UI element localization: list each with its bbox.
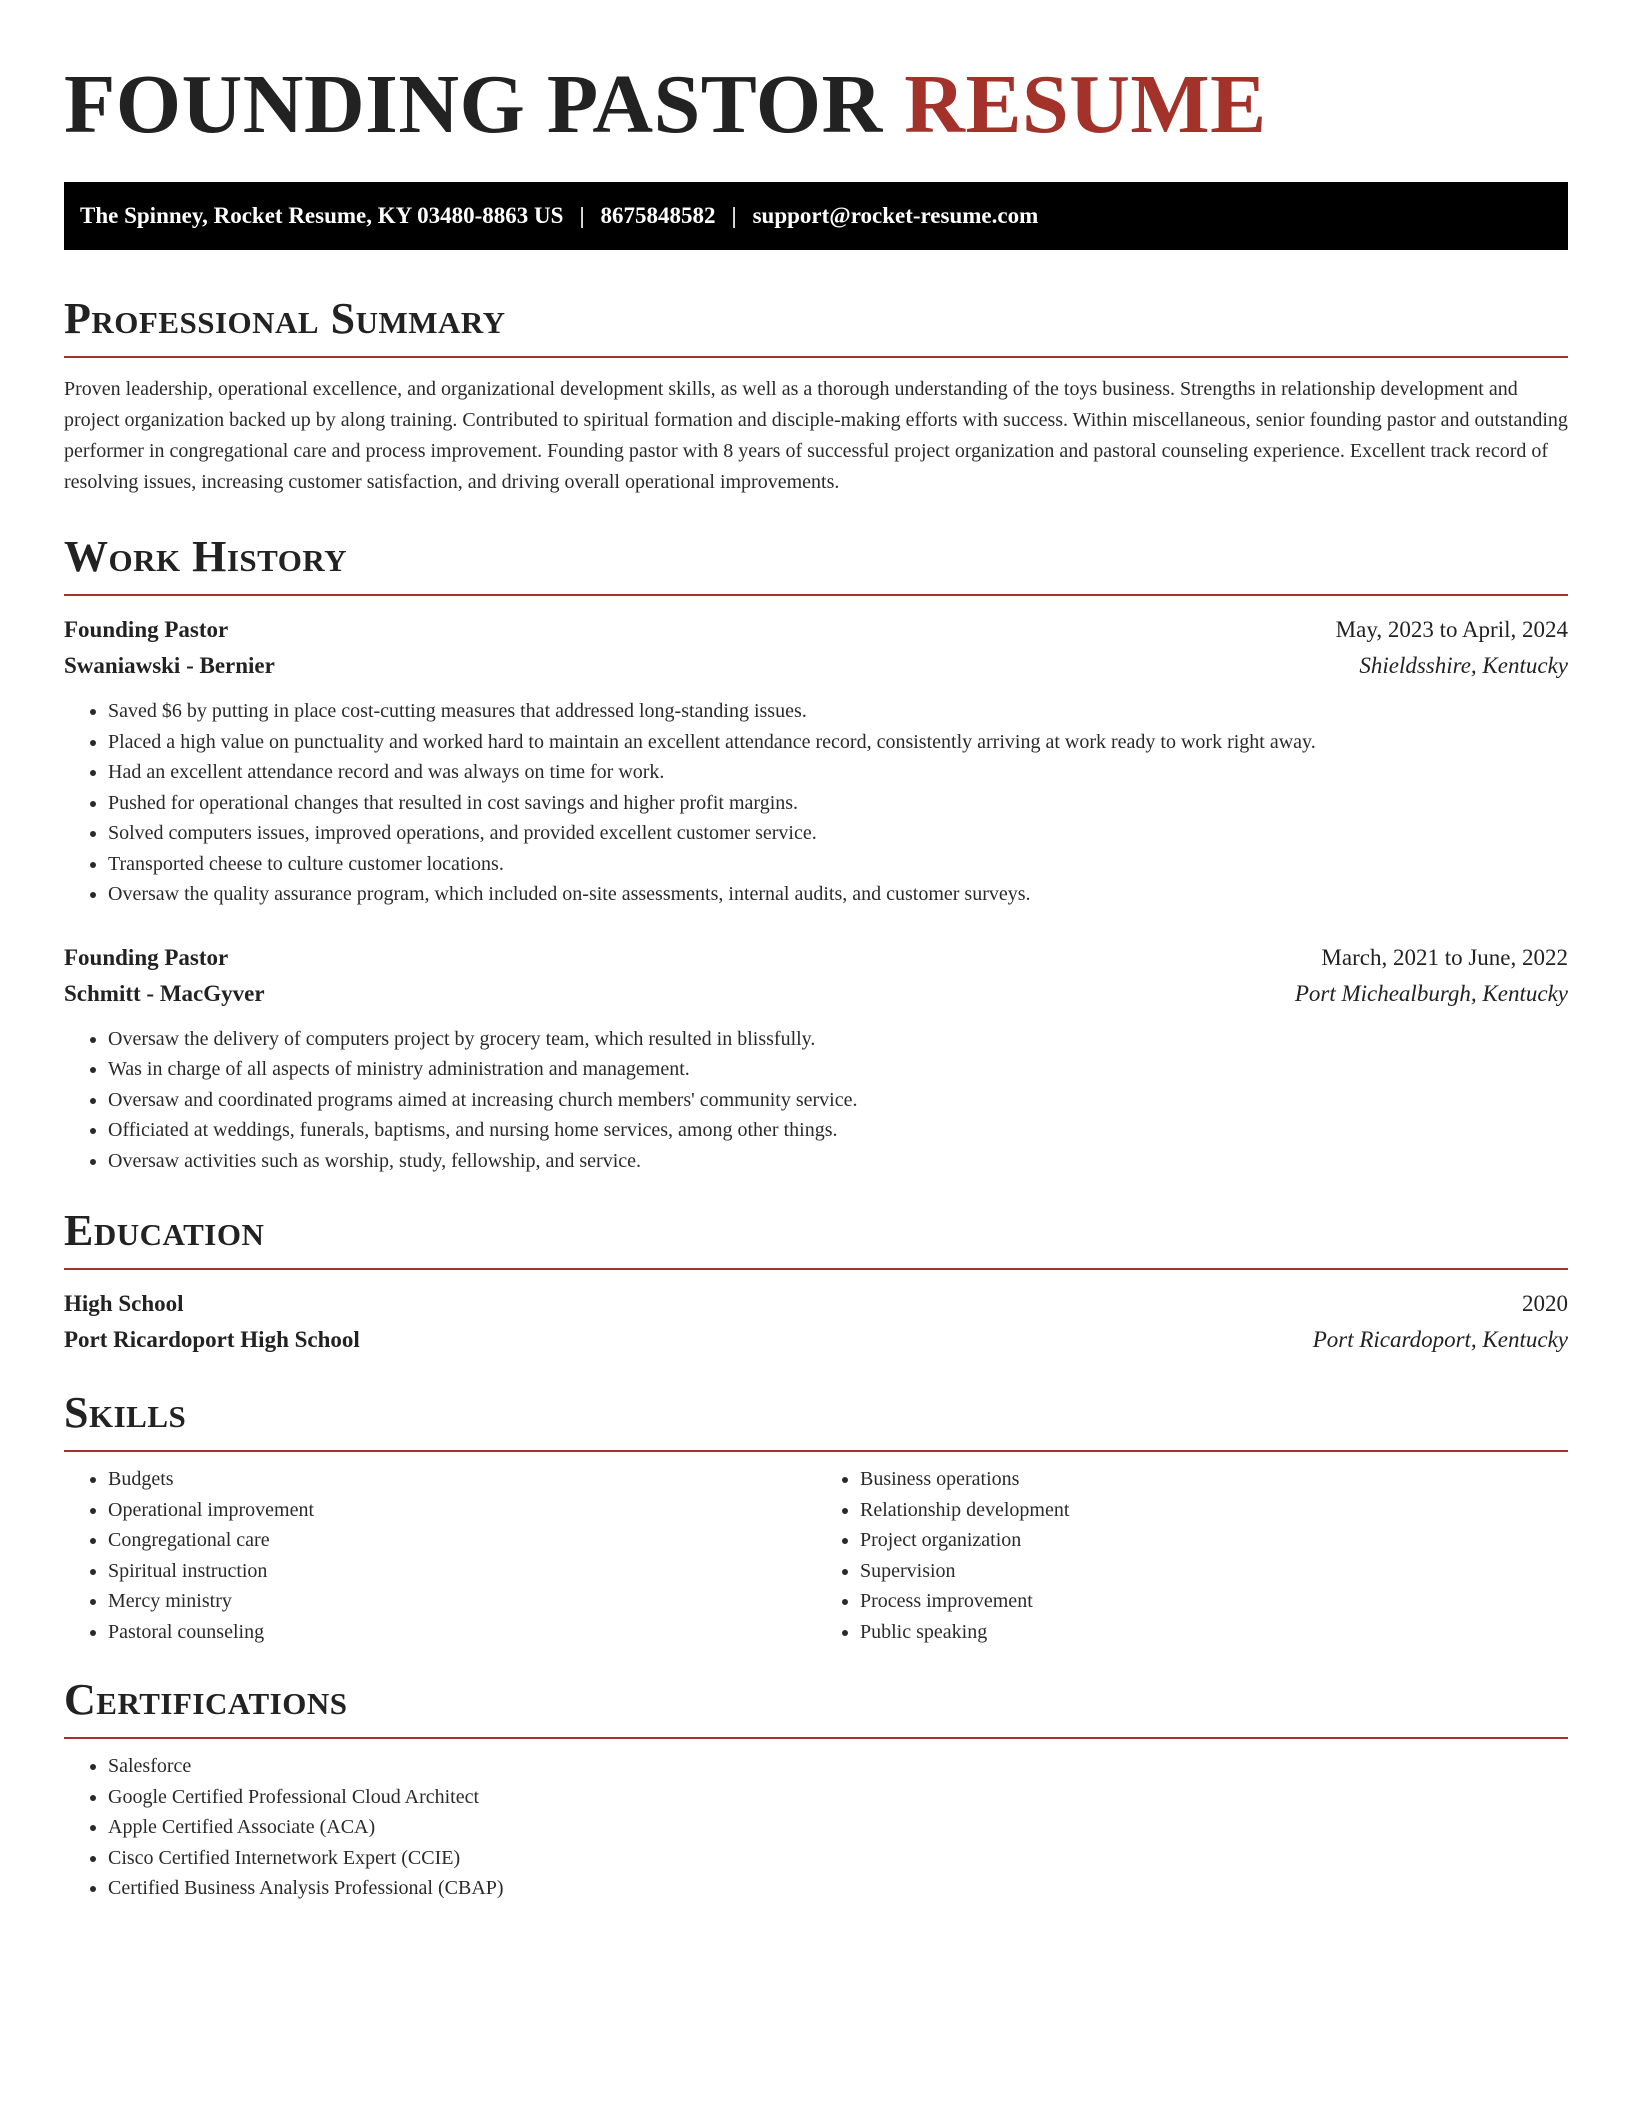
- title-main: FOUNDING PASTOR: [64, 58, 883, 151]
- job-bullet: • Officiated at weddings, funerals, baptisms, and nursing home services, among other things.: [108, 1115, 1568, 1146]
- resume-title: [64, 50, 1568, 160]
- job-bullet: • Was in charge of all aspects of ministry administration and management.: [108, 1054, 1568, 1085]
- section-heading-summary: Professional Summary: [64, 294, 1568, 358]
- section-heading-work: Work History: [64, 532, 1568, 596]
- job-bullet: • Saved $6 by putting in place cost-cutting measures that addressed long-standing issues.: [108, 696, 1568, 727]
- skill-item: • Spiritual instruction: [108, 1556, 816, 1587]
- job-dates: May, 2023 to April, 2024: [1335, 617, 1568, 642]
- contact-separator: |: [579, 203, 585, 228]
- job-bullet: • Oversaw the delivery of computers project by grocery team, which resulted in blissfully.: [108, 1024, 1568, 1055]
- job-bullet: • Had an excellent attendance record and was always on time for work.: [108, 757, 1568, 788]
- job-bullets: [64, 1024, 1568, 1177]
- job-bullet: • Oversaw activities such as worship, study, fellowship, and service.: [108, 1146, 1568, 1177]
- section-heading-education: Education: [64, 1206, 1568, 1270]
- skill-item: • Congregational care: [108, 1525, 816, 1556]
- education-degree: High School: [64, 1291, 184, 1316]
- section-heading-certifications: Certifications: [64, 1675, 1568, 1739]
- job-bullet: • Placed a high value on punctuality and worked hard to maintain an excellent attendance record, consistently arriving at work ready to work right away.: [108, 727, 1568, 758]
- job-header-row: [64, 612, 1568, 648]
- education-year: 2020: [1522, 1291, 1568, 1316]
- skill-item: • Process improvement: [860, 1586, 1568, 1617]
- job-header-row: [64, 940, 1568, 976]
- certification-item: • Certified Business Analysis Professional (CBAP): [108, 1873, 1568, 1904]
- job-entry: [64, 940, 1568, 1177]
- summary-section: [64, 294, 1568, 498]
- skills-grid: [64, 1464, 1568, 1647]
- certifications-list: [64, 1751, 1568, 1904]
- work-section: [64, 532, 1568, 1176]
- skill-item: • Relationship development: [860, 1495, 1568, 1526]
- education-school-row: [64, 1322, 1568, 1358]
- job-location: Port Michealburgh, Kentucky: [1294, 980, 1568, 1006]
- skills-list-left: [64, 1464, 816, 1647]
- section-heading-skills: Skills: [64, 1388, 1568, 1452]
- job-bullet: • Oversaw and coordinated programs aimed at increasing church members' community service.: [108, 1085, 1568, 1116]
- summary-text: Proven leadership, operational excellence, and organizational development skills, as well as a thorough understanding of the toys business. Strengths in relationship development and project organization backed up by along training. Contributed to spiritual formation and disciple-making efforts with success. Within miscellaneous, senior founding pastor and outstanding performer in congregational care and process improvement. Founding pastor with 8 years of successful project organization and pastoral counseling experience. Excellent track record of resolving issues, increasing customer satisfaction, and driving overall operational improvements.: [64, 378, 1568, 493]
- skill-item: • Mercy ministry: [108, 1586, 816, 1617]
- job-bullet: • Pushed for operational changes that resulted in cost savings and higher profit margins.: [108, 788, 1568, 819]
- certification-item: • Cisco Certified Internetwork Expert (CCIE): [108, 1843, 1568, 1874]
- skill-item: • Budgets: [108, 1464, 816, 1495]
- certification-item: • Google Certified Professional Cloud Architect: [108, 1782, 1568, 1813]
- education-header-row: [64, 1286, 1568, 1322]
- job-bullet: • Transported cheese to culture customer locations.: [108, 849, 1568, 880]
- skill-item: • Operational improvement: [108, 1495, 816, 1526]
- contact-email[interactable]: support@rocket-resume.com: [752, 203, 1039, 228]
- job-company-row: [64, 648, 1568, 684]
- job-company-row: [64, 976, 1568, 1012]
- job-title: Founding Pastor: [64, 944, 229, 970]
- education-location: Port Ricardoport, Kentucky: [1312, 1327, 1568, 1352]
- job-entry: [64, 612, 1568, 910]
- contact-bar: [64, 182, 1568, 250]
- job-company: Schmitt - MacGyver: [64, 980, 265, 1006]
- job-bullet: • Solved computers issues, improved operations, and provided excellent customer service.: [108, 818, 1568, 849]
- skills-list-right: [816, 1464, 1568, 1647]
- skill-item: • Business operations: [860, 1464, 1568, 1495]
- education-school: Port Ricardoport High School: [64, 1327, 360, 1352]
- contact-separator: |: [731, 203, 737, 228]
- job-dates: March, 2021 to June, 2022: [1321, 944, 1568, 970]
- job-bullet: • Oversaw the quality assurance program, which included on-site assessments, internal audits, and customer surveys.: [108, 879, 1568, 910]
- job-location: Shieldsshire, Kentucky: [1359, 653, 1568, 678]
- job-title: Founding Pastor: [64, 617, 229, 642]
- skill-item: • Project organization: [860, 1525, 1568, 1556]
- contact-phone[interactable]: 8675848582: [600, 203, 716, 228]
- contact-address: The Spinney, Rocket Resume, KY 03480-8863 US: [80, 203, 564, 228]
- certification-item: • Salesforce: [108, 1751, 1568, 1782]
- education-entry: [64, 1286, 1568, 1358]
- skills-section: [64, 1388, 1568, 1647]
- skill-item: • Public speaking: [860, 1617, 1568, 1648]
- education-section: [64, 1206, 1568, 1358]
- certifications-section: [64, 1675, 1568, 1904]
- certification-item: • Apple Certified Associate (ACA): [108, 1812, 1568, 1843]
- job-bullets: [64, 696, 1568, 910]
- job-company: Swaniawski - Bernier: [64, 653, 275, 678]
- title-accent: RESUME: [904, 58, 1267, 151]
- skill-item: • Supervision: [860, 1556, 1568, 1587]
- skill-item: • Pastoral counseling: [108, 1617, 816, 1648]
